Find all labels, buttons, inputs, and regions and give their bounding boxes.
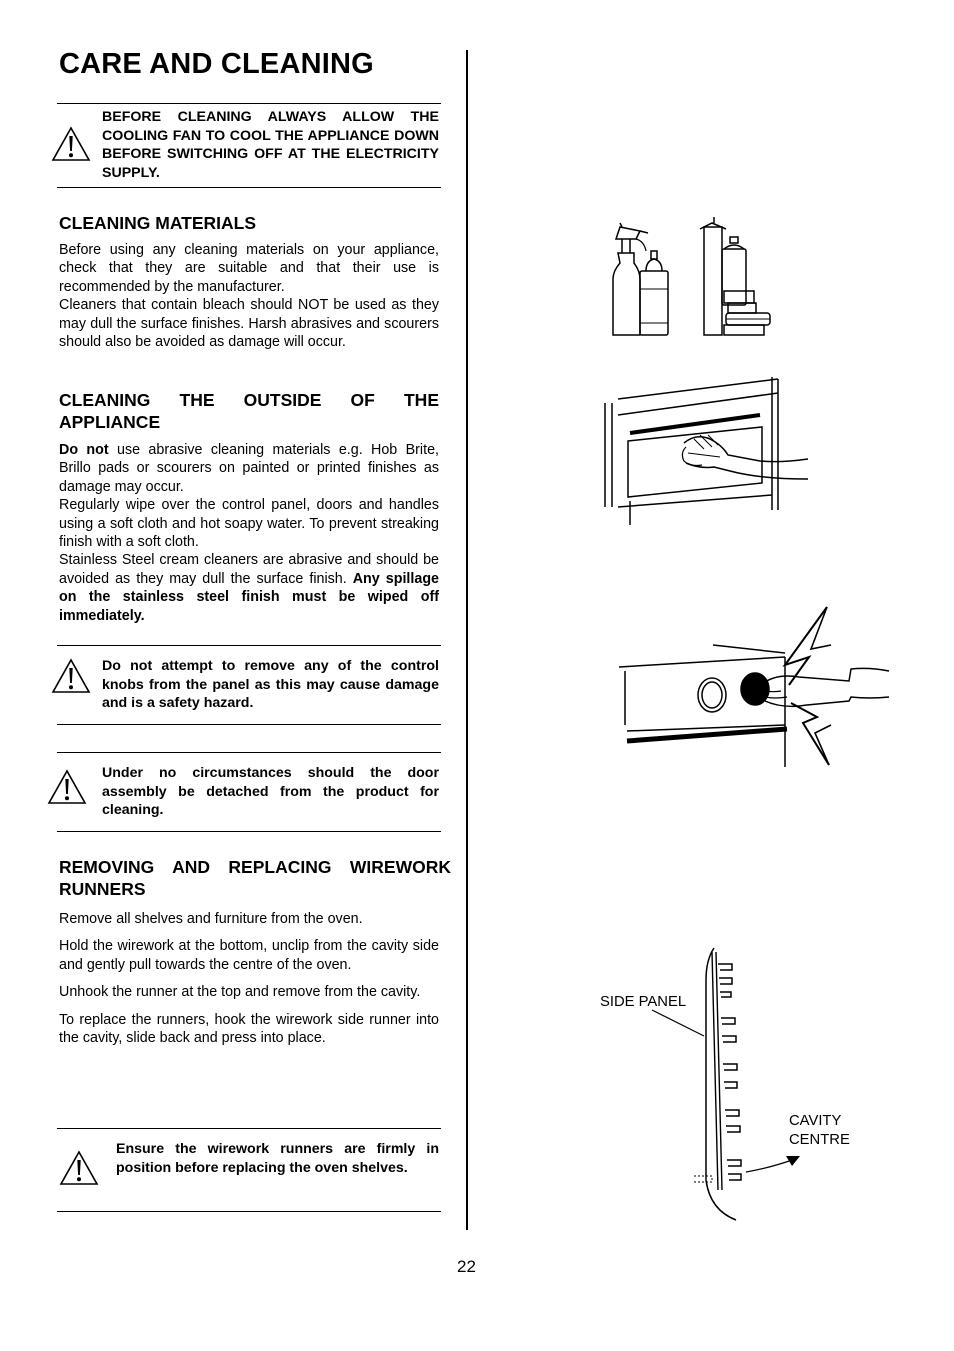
warning-text: Ensure the wirework runners are firmly in position before replacing the oven shelves. <box>116 1141 439 1176</box>
paragraph: Hold the wirework at the bottom, unclip from the cavity side and gently pull towards the centre of the oven. <box>59 938 439 973</box>
wirework-text <box>59 910 439 1047</box>
warning-door-assembly <box>57 752 441 832</box>
label-side-panel: SIDE PANEL <box>600 994 687 1010</box>
heading-cleaning-outside: CLEANING THE OUTSIDE OF THE APPLIANCE <box>59 390 439 432</box>
text: Stainless Steel cream cleaners are abrasive and should be avoided as they may dull the surface finish. <box>59 552 439 587</box>
paragraph <box>59 441 439 496</box>
paragraph: Unhook the runner at the top and remove from the cavity. <box>59 984 421 1001</box>
wirework-runner-diagram <box>660 940 820 1230</box>
page-title: CARE AND CLEANING <box>59 48 374 80</box>
heading-cleaning-materials: CLEANING MATERIALS <box>59 213 257 233</box>
warning-cooling-fan <box>57 103 441 188</box>
paragraph: To replace the runners, hook the wirework side runner into the cavity, slide back and press into place. <box>59 1011 439 1047</box>
warning-triangle-icon <box>59 1150 99 1186</box>
wiping-door-illustration <box>600 375 815 535</box>
bold-text: Any spillage on the stainless steel finish must be wiped off immediately. <box>59 570 439 624</box>
warning-triangle-icon <box>47 769 87 805</box>
knob-hazard-illustration <box>615 605 895 770</box>
warning-control-knobs <box>57 645 441 725</box>
label-line: CENTRE <box>789 1132 850 1148</box>
bold-text: Do not <box>59 442 109 458</box>
warning-text: Do not attempt to remove any of the control knobs from the panel as this may cause damage and is a safety hazard. <box>102 658 439 712</box>
warning-text: BEFORE CLEANING ALWAYS ALLOW THE COOLING FAN TO COOL THE APPLIANCE DOWN BEFORE SWITCHING OFF AT THE ELECTRICITY SUPPLY. <box>102 109 439 181</box>
column-divider <box>466 50 468 1230</box>
paragraph <box>59 551 439 625</box>
heading-wirework-runners: REMOVING AND REPLACING WIREWORK RUNNERS <box>59 857 451 899</box>
paragraph: Cleaners that contain bleach should NOT be used as they may dull the surface finishes. Harsh abrasives and scourers should also be avoided as damage will occur. <box>59 297 439 351</box>
cleaning-outside-text <box>59 441 439 625</box>
paragraph: Regularly wipe over the control panel, doors and handles using a soft cloth and hot soapy water. To prevent streaking finish with a soft cloth. <box>59 497 439 551</box>
cleaning-materials-text <box>59 241 439 351</box>
label-cavity-centre <box>789 1112 850 1150</box>
warning-text: Under no circumstances should the door assembly be detached from the product for cleaning. <box>102 765 439 819</box>
page-number: 22 <box>457 1257 476 1276</box>
warning-triangle-icon <box>51 658 91 694</box>
text: use abrasive cleaning materials e.g. Hob Brite, Brillo pads or scourers on painted or printed finishes as damage may occur. <box>59 442 439 495</box>
cleaning-products-illustration <box>600 215 780 345</box>
warning-triangle-icon <box>51 126 91 162</box>
label-line: CAVITY <box>789 1113 842 1129</box>
warning-wirework-runners <box>57 1128 441 1212</box>
paragraph: Before using any cleaning materials on your appliance, check that they are suitable and that their use is recommended by the manufacturer. <box>59 242 439 295</box>
paragraph: Remove all shelves and furniture from the oven. <box>59 911 363 927</box>
